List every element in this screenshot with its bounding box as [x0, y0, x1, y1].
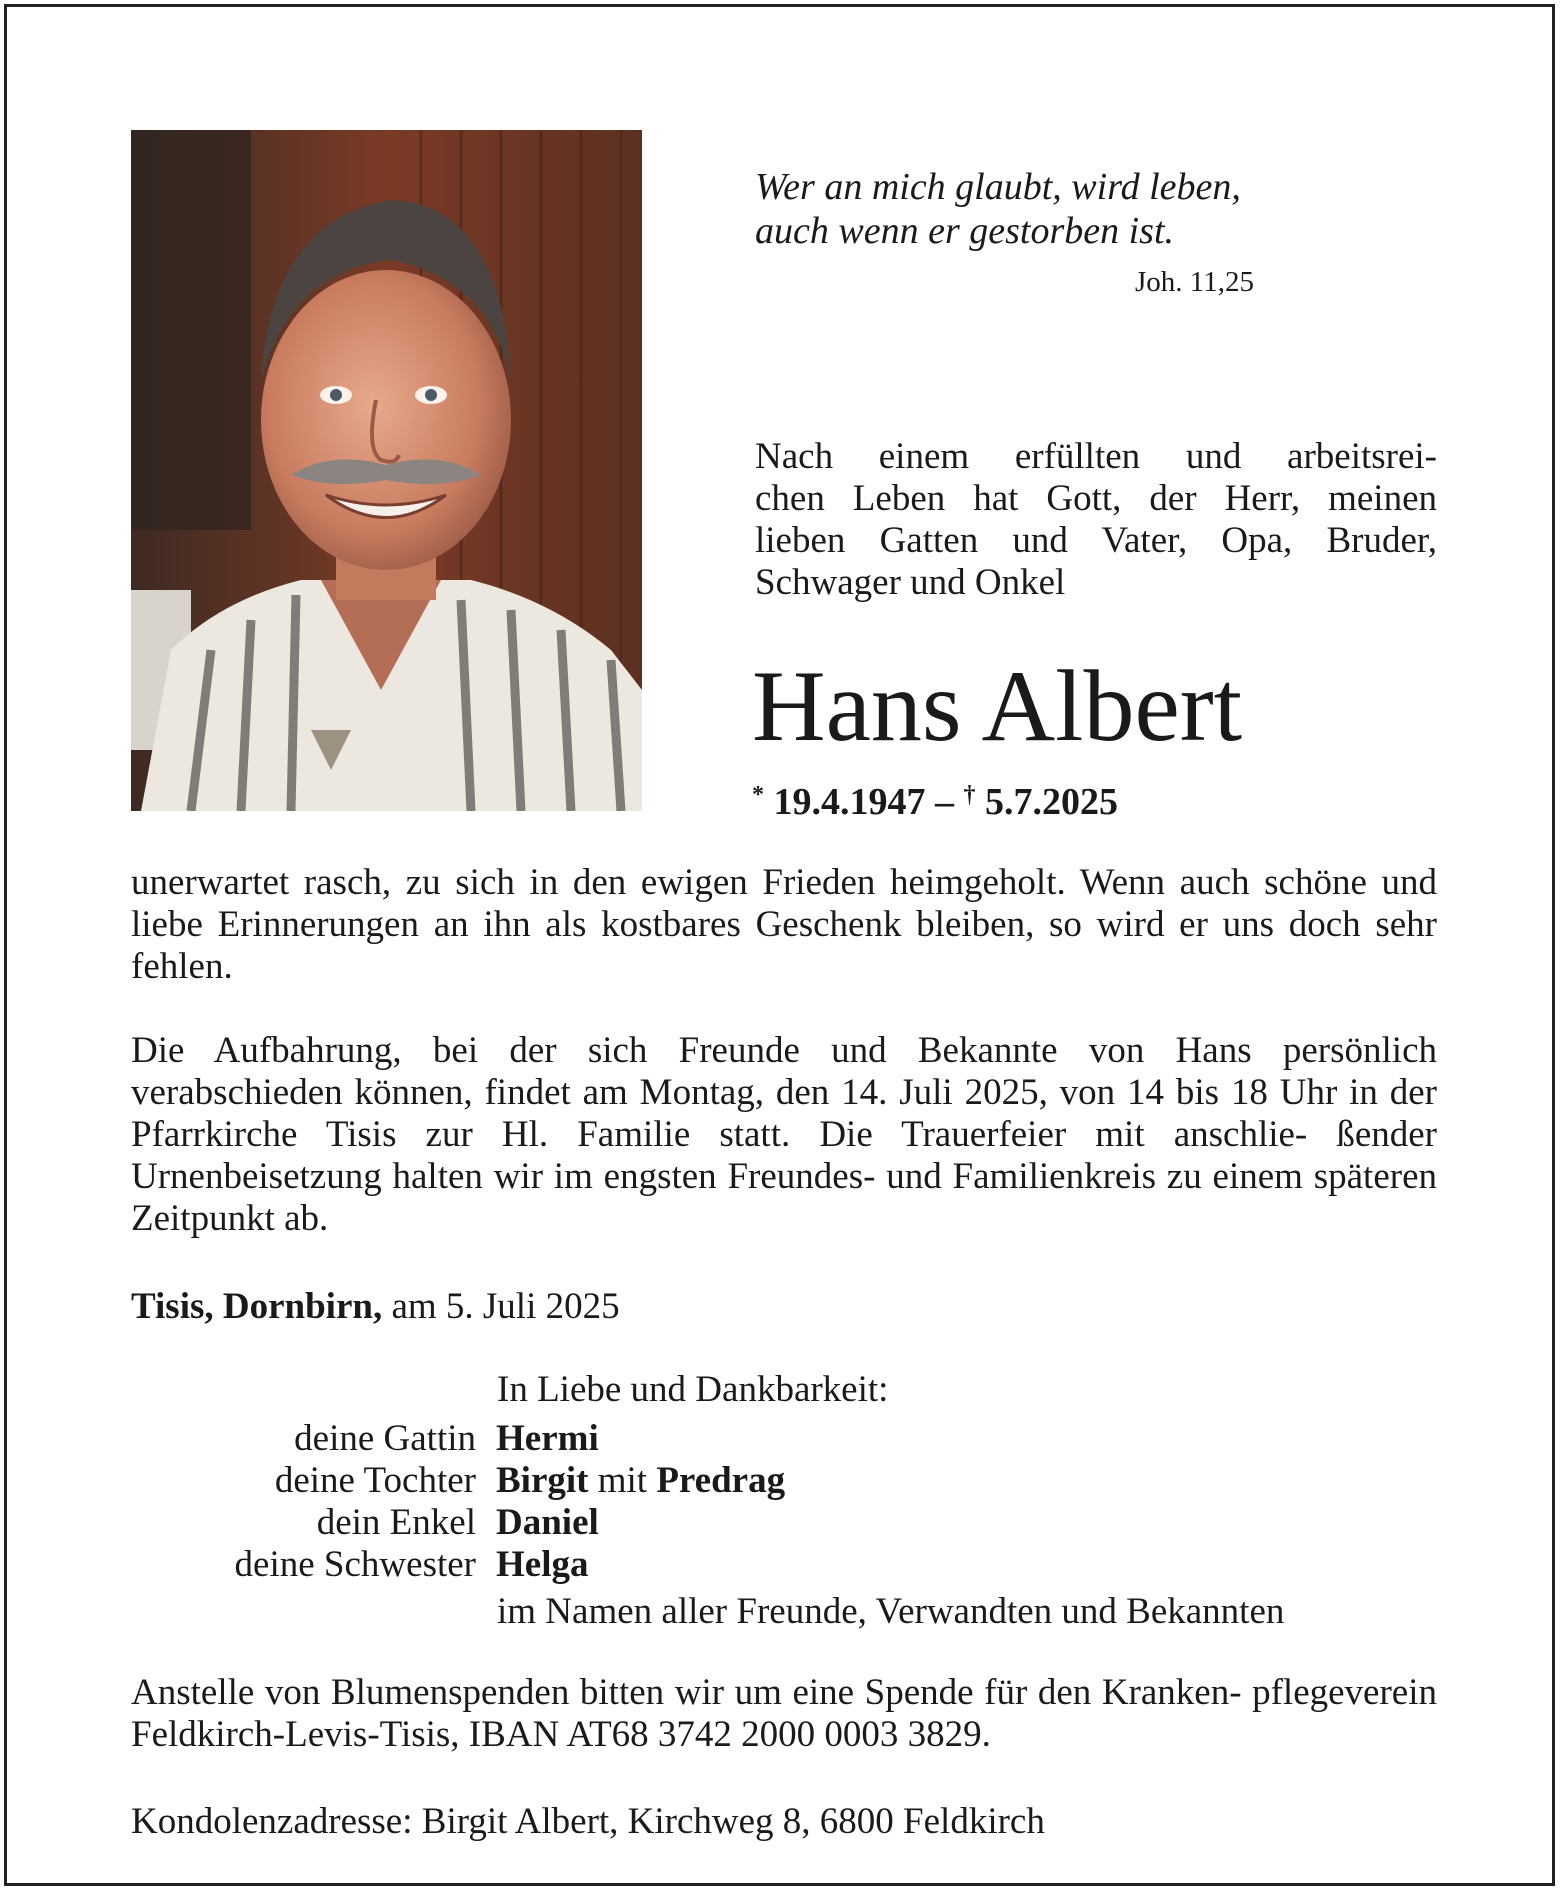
paragraph-farewell: unerwartet rasch, zu sich in den ewigen Frieden heimgeholt. Wenn auch schöne und liebe Erinnerungen an ihn als kostbares Geschenk bleiben, so wird er uns doch sehr fehlen. [131, 862, 1437, 987]
family-member-name: Helga [496, 1544, 589, 1585]
intro-line-4: Schwager und Onkel [755, 562, 1066, 603]
intro-line-2: chen Leben hat Gott, der Herr, meinen [755, 478, 1437, 519]
condolence-address: Kondolenzadresse: Birgit Albert, Kirchweg 8, 6800 Feldkirch [131, 1801, 1045, 1842]
donation-note: Anstelle von Blumenspenden bitten wir um eine Spende für den Kranken- pflegeverein Feldkirch-Levis-Tisis, IBAN AT68 3742 2000 0003 3829. [131, 1672, 1437, 1755]
intro-line-1: Nach einem erfüllten und arbeitsrei- [755, 436, 1437, 477]
death-date: 5.7.2025 [985, 781, 1118, 823]
place-and-date [131, 1285, 620, 1328]
family-role: dein Enkel [316, 1502, 476, 1543]
intro-line-3: lieben Gatten und Vater, Opa, Bruder, [755, 520, 1437, 561]
place-date: am 5. Juli 2025 [382, 1286, 620, 1327]
life-dates [752, 780, 1118, 824]
family-role: deine Schwester [234, 1544, 476, 1585]
place-locations: Tisis, Dornbirn, [131, 1286, 383, 1327]
family-names [496, 1460, 785, 1502]
family-note: im Namen aller Freunde, Verwandten und Bekannten [497, 1591, 1285, 1632]
birth-symbol: * [752, 782, 764, 808]
quote-line-2: auch wenn er gestorben ist. [755, 210, 1175, 252]
date-separator: – [925, 781, 964, 823]
family-member-name: Daniel [496, 1502, 599, 1543]
family-names [496, 1418, 599, 1460]
family-row [131, 1502, 1437, 1544]
family-row [131, 1544, 1437, 1586]
family-partner-name: Predrag [656, 1460, 786, 1501]
death-symbol: † [963, 782, 976, 808]
intro-text [755, 436, 1437, 604]
bible-quote [755, 165, 1315, 253]
family-connector: mit [588, 1460, 657, 1501]
family-row [131, 1418, 1437, 1460]
family-list [131, 1418, 1437, 1586]
family-member-name: Birgit [496, 1460, 589, 1501]
deceased-name: Hans Albert [752, 650, 1243, 763]
family-names [496, 1502, 599, 1544]
family-row [131, 1460, 1437, 1502]
closing-phrase: In Liebe und Dankbarkeit: [497, 1369, 889, 1410]
portrait-photo [131, 130, 642, 811]
paragraph-viewing: Die Aufbahrung, bei der sich Freunde und Bekannte von Hans persönlich verabschieden können, findet am Montag, den 14. Juli 2025, von 14 bis 18 Uhr in der Pfarrkirche Tisis zur Hl. Familie statt. Die Trauerfeier mit anschlie- ßender Urnenbeisetzung halten wir im engsten Freundes- und Familienkreis zu einem späteren Zeitpunkt ab. [131, 1030, 1437, 1239]
family-role: deine Gattin [294, 1418, 476, 1459]
quote-reference: Joh. 11,25 [1135, 266, 1254, 298]
family-member-name: Hermi [496, 1418, 599, 1459]
quote-line-1: Wer an mich glaubt, wird leben, [755, 166, 1241, 208]
family-role: deine Tochter [274, 1460, 476, 1501]
birth-date: 19.4.1947 [773, 781, 926, 823]
family-names [496, 1544, 588, 1586]
